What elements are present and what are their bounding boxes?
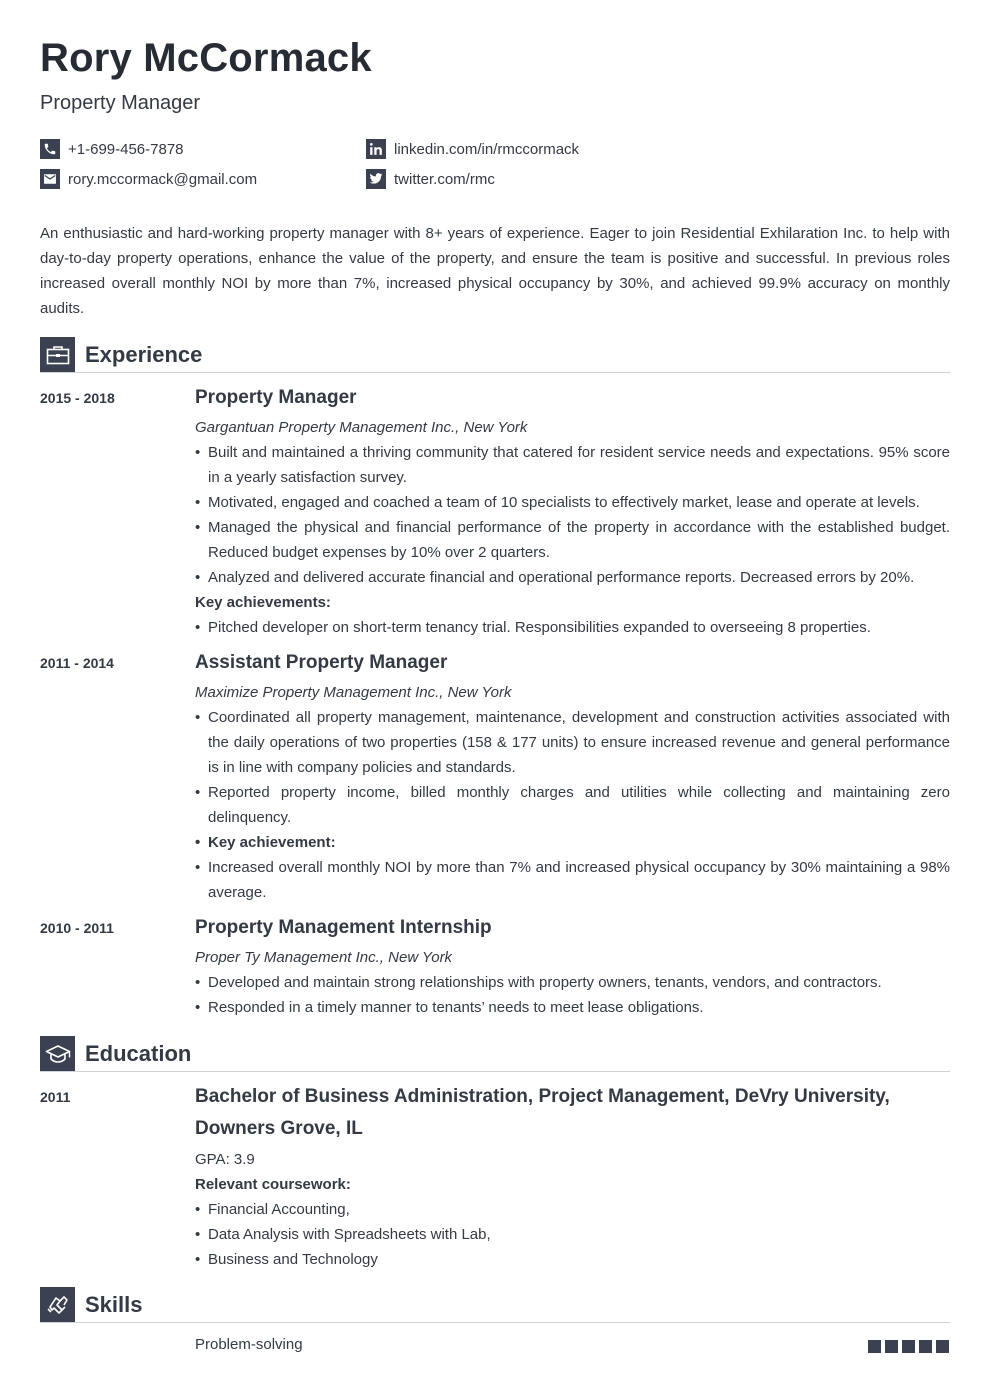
education-section-header (40, 1036, 950, 1072)
skill-level-square (902, 1340, 915, 1353)
job-dates: 2015 - 2018 (40, 390, 115, 406)
email-text: rory.mccormack@gmail.com (68, 170, 258, 188)
list-item: • Business and Technology (195, 1247, 950, 1272)
candidate-name: Rory McCormack (40, 36, 372, 80)
job-bullets (195, 705, 950, 905)
list-item: • Increased overall monthly NOI by more than 7% and increased physical occupancy by 30% maintaining a 98% average. (195, 855, 950, 905)
list-item: • Coordinated all property management, maintenance, development and construction activities associated with the daily operations of two properties (158 & 177 units) to ensure increased revenue and general performance is in line with company policies and standards. (195, 705, 950, 780)
skill-level-square (885, 1340, 898, 1353)
list-item: • Responded in a timely manner to tenants’ needs to meet lease obligations. (195, 995, 950, 1020)
contact-phone (40, 139, 184, 159)
education-gpa: GPA: 3.9 (195, 1151, 255, 1168)
job-entry (195, 651, 950, 905)
list-item: • Data Analysis with Spreadsheets with Lab, (195, 1222, 950, 1247)
list-item: • Pitched developer on short-term tenancy trial. Responsibilities expanded to overseeing 8 properties. (195, 615, 950, 640)
job-entry (195, 916, 950, 1020)
skills-section-title: Skills (85, 1292, 143, 1317)
achievements-label: Key achievements: (195, 594, 331, 611)
skills-section-header (40, 1287, 950, 1323)
skill-level-meter (868, 1340, 949, 1353)
list-item: • Motivated, engaged and coached a team of 10 specialists to effectively market, lease and operate at levels. (195, 490, 950, 515)
list-item: • Reported property income, billed monthly charges and utilities while collecting and maintaining zero delinquency. (195, 780, 950, 830)
skill-level-square (919, 1340, 932, 1353)
candidate-title: Property Manager (40, 92, 201, 114)
graduation-cap-icon (40, 1036, 75, 1071)
job-company: Proper Ty Management Inc., New York (195, 949, 453, 966)
job-bullets (195, 440, 950, 590)
twitter-icon (366, 169, 386, 189)
education-year: 2011 (40, 1089, 71, 1105)
coursework-label: Relevant coursework: (195, 1176, 351, 1193)
list-item: • Key achievement: (195, 830, 950, 855)
job-dates: 2011 - 2014 (40, 655, 114, 671)
job-role: Assistant Property Manager (195, 652, 448, 673)
contact-linkedin (366, 139, 579, 159)
profile-summary: An enthusiastic and hard-working property manager with 8+ years of experience. Eager to join Residential Exhilaration Inc. to help with day-to-day property operations, enhance the value of the property, and ensure the team is positive and successful. In previous roles increased overall monthly NOI by more than 7%, increased physical occupancy by 30%, and achieved 99.9% accuracy on monthly audits. (40, 225, 950, 317)
skill-level-square (936, 1340, 949, 1353)
skill-level-square (868, 1340, 881, 1353)
education-degree: Bachelor of Business Administration, Project Management, DeVry University, Downers Grove, IL (195, 1086, 890, 1139)
job-role: Property Management Internship (195, 917, 492, 938)
job-role: Property Manager (195, 387, 357, 408)
job-company: Gargantuan Property Management Inc., New York (195, 419, 528, 436)
list-item: • Financial Accounting, (195, 1197, 950, 1222)
handshake-icon (40, 1287, 75, 1322)
phone-icon (40, 139, 60, 159)
job-company: Maximize Property Management Inc., New York (195, 684, 512, 701)
job-entry (195, 386, 950, 640)
briefcase-icon (40, 337, 75, 372)
education-entry (195, 1081, 950, 1272)
contact-email (40, 169, 257, 189)
skill-name: Problem-solving (195, 1336, 303, 1353)
education-section-title: Education (85, 1041, 192, 1066)
phone-text: +1-699-456-7878 (68, 140, 184, 158)
achievement-bullets (195, 615, 950, 640)
envelope-icon (40, 169, 60, 189)
contact-twitter (366, 169, 495, 189)
list-item: • Built and maintained a thriving community that catered for resident service needs and expectations. 95% score in a yearly satisfaction survey. (195, 440, 950, 490)
job-bullets (195, 970, 950, 1020)
twitter-text: twitter.com/rmc (394, 170, 495, 188)
list-item: • Analyzed and delivered accurate financial and operational performance reports. Decreased errors by 20%. (195, 565, 950, 590)
linkedin-icon (366, 139, 386, 159)
job-dates: 2010 - 2011 (40, 920, 114, 936)
list-item: • Managed the physical and financial performance of the property in accordance with the established budget. Reduced budget expenses by 10% over 2 quarters. (195, 515, 950, 565)
experience-section-header (40, 337, 950, 373)
linkedin-text: linkedin.com/in/rmccormack (394, 140, 580, 158)
experience-section-title: Experience (85, 342, 203, 367)
list-item: • Developed and maintain strong relationships with property owners, tenants, vendors, and contractors. (195, 970, 950, 995)
coursework-list (195, 1197, 950, 1272)
